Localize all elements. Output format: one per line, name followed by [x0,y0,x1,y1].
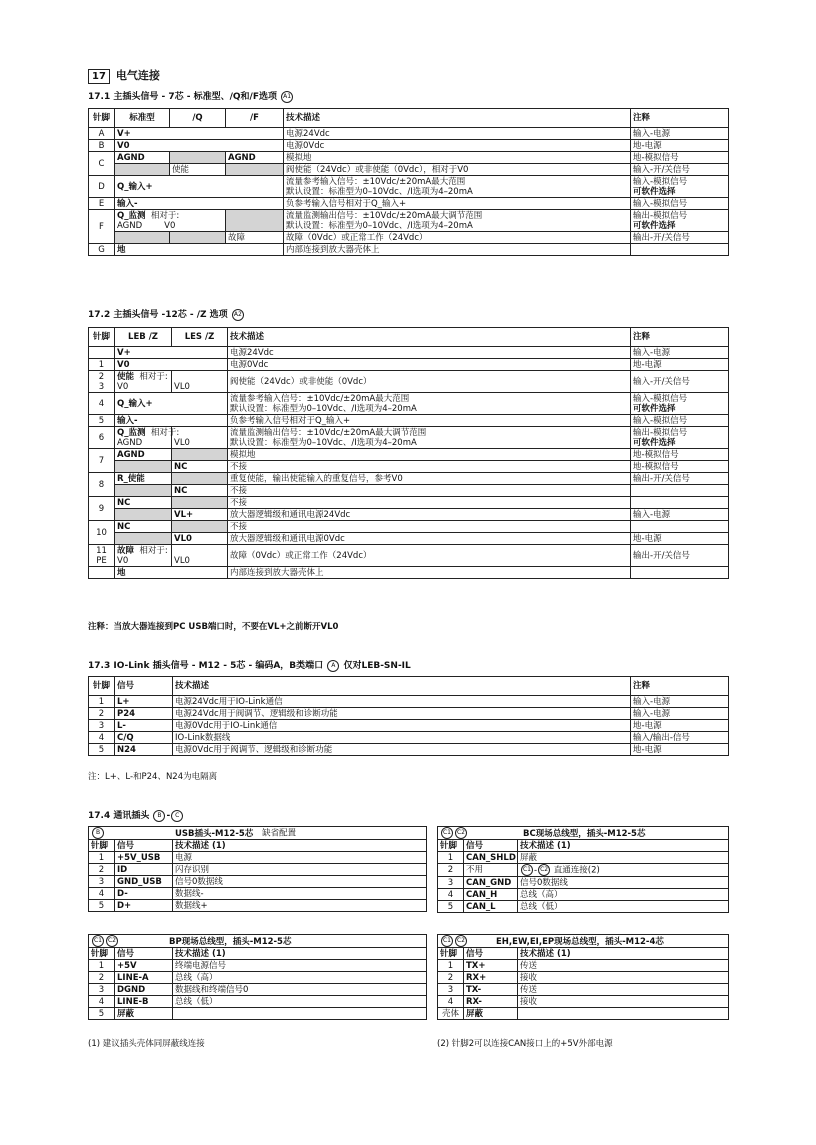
table-row: 使能 阀使能（24Vdc）或非使能（0Vdc），相对于V0 输入-开/关信号 [89,164,729,176]
table-row: 8 R_使能 重复使能，输出使能输入的重复信号，参考V0 输出-开/关信号 [89,473,729,485]
table-row: 2 3 使能 相对于: V0 VL0 阀使能（24Vdc）或非使能（0Vdc） 输入-开/关信号 [89,371,729,393]
table-row: 4 LINE-B 总线（低） [89,996,427,1008]
badge-c2-icon: C2 [455,827,467,839]
table-row: 1 +5V 终端电源信号 [89,960,427,972]
table-row: 2 ID 闪存识别 [89,864,427,876]
table-header: 针脚 信号 技术描述 (1) [89,840,427,852]
table-17-3 [88,676,729,756]
table-eh [437,934,729,1020]
table-row: 3 CAN_GND 信号0数据线 [438,877,729,889]
table-row: 5 CAN_L 总线（低） [438,901,729,913]
table-row: 5 N24 电源0Vdc用于阀调节、逻辑级和诊断功能 地-电源 [89,744,729,756]
table-row: 5 输入- 负参考输入信号相对于Q_输入+ 输入-模拟信号 [89,415,729,427]
badge-a1: A1 [281,91,293,103]
table-caption: C1 C2 BC现场总线型，插头-M12-5芯 [438,827,729,840]
badge-b-icon: B [92,827,104,839]
badge-c1-icon: C1 [441,935,453,947]
table-row: 9 NC 不接 [89,497,729,509]
table-header: 针脚 信号 技术描述 注释 [89,677,729,696]
table-row: 5 屏蔽 [89,1008,427,1020]
page-title [88,67,160,84]
badge-b: B [153,810,165,822]
table-row: 5 D+ 数据线+ [89,900,427,912]
table-bp [88,934,427,1020]
section-17-2-title: 17.2 主插头信号 -12芯 - /Z 选项 A2 [88,307,245,321]
table-caption: C1 C2 BP现场总线型，插头-M12-5芯 [89,935,427,948]
section-17-3-title: 17.3 IO-Link 插头信号 - M12 - 5芯 - 编码A，B类端口 A 仅对LEB-SN-IL [88,661,411,671]
table-row: 3 TX- 传送 [438,984,729,996]
section-17-4-title: 17.4 通讯插头 B - C [88,808,184,822]
table-row: 2 P24 电源24Vdc用于阀调节、逻辑级和诊断功能 输入-电源 [89,708,729,720]
table-row: 1 CAN_SHLD 屏蔽 [438,852,729,864]
table-row: V+ 电源24Vdc 输入-电源 [89,347,729,359]
table-row: 2 LINE-A 总线（高） [89,972,427,984]
table-row: VL0 放大器逻辑级和通讯电源0Vdc 地-电源 [89,533,729,545]
footnote-1: (1) 建议插头壳体同屏蔽线连接 [88,1039,205,1049]
table-row: 7 AGND 模拟地 地-模拟信号 [89,449,729,461]
badge-a: A [327,660,339,672]
badge-a2: A2 [232,309,244,321]
table-row: 2 RX+ 接收 [438,972,729,984]
badge-c1-icon: C1 [441,827,453,839]
table-17-2 [88,327,729,579]
table-17-1 [88,108,729,256]
table-row: NC 不接 [89,485,729,497]
table-row: 10 NC 不接 [89,521,729,533]
table-row: 壳体 屏蔽 [438,1008,729,1020]
table-row: 1 V0 电源0Vdc 地-电源 [89,359,729,371]
section-17-1-title: 17.1 主插头信号 - 7芯 - 标准型、/Q和/F选项 A1 [88,89,294,103]
table-row: 4 CAN_H 总线（高） [438,889,729,901]
badge-c2-icon: C2 [455,935,467,947]
table-caption: C1 C2 EH,EW,EI,EP现场总线型，插头-M12-4芯 [438,935,729,948]
table-row: 6 Q_监测 相对于: AGND VL0 流量监测输出信号：±10Vdc/±20mA最大调节范围 默认设置：标准型为0–10Vdc、/I选项为4–20mA 输出-模拟信号 可软件选择 [89,427,729,449]
table-row: F Q_监测 相对于: AGND V0 流量监测输出信号：±10Vdc/±20mA最大调节范围 默认设置：标准型为0–10Vdc、/I选项为4–20mA 输出-模拟信号 可软件选择 [89,210,729,232]
table-row: G 地 内部连接到放大器壳体上 [89,244,729,256]
table-row: 11 PE 故障 相对于: V0 VL0 故障（0Vdc）或正常工作（24Vdc） 输出-开/关信号 [89,545,729,567]
table-row: 3 L- 电源0Vdc用于IO-Link通信 地-电源 [89,720,729,732]
table-row: 3 GND_USB 信号0数据线 [89,876,427,888]
table-row: 3 DGND 数据线和终端信号0 [89,984,427,996]
table-bc [437,826,729,913]
table-row: 故障 故障（0Vdc）或正常工作（24Vdc） 输出-开/关信号 [89,232,729,244]
table-row: B V0 电源0Vdc 地-电源 [89,140,729,152]
table-header: 针脚 信号 技术描述 (1) [89,948,427,960]
badge-c1-icon: C1 [92,935,104,947]
table-row: A V+ 电源24Vdc 输入-电源 [89,128,729,140]
footnote-17-3: 注：L+、L-和P24、N24为电隔离 [88,772,218,782]
table-row: 4 Q_输入+ 流量参考输入信号：±10Vdc/±20mA最大范围 默认设置：标准型为0–10Vdc、/I选项为4–20mA 输入-模拟信号 可软件选择 [89,393,729,415]
table-header: 针脚 信号 技术描述 (1) [438,840,729,852]
table-row: 1 L+ 电源24Vdc用于IO-Link通信 输入-电源 [89,696,729,708]
table-row: 1 +5V_USB 电源 [89,852,427,864]
table-header: 针脚 信号 技术描述 (1) [438,948,729,960]
badge-c: C [171,810,183,822]
table-caption: B USB插头-M12-5芯 缺省配置 [89,827,427,840]
table-row: NC 不接 地-模拟信号 [89,461,729,473]
table-row: D Q_输入+ 流量参考输入信号：±10Vdc/±20mA最大范围 默认设置：标准型为0–10Vdc、/I选项为4–20mA 输入-模拟信号 可软件选择 [89,176,729,198]
table-header: 针脚 标准型 /Q /F 技术描述 注释 [89,109,729,128]
section-title: 电气连接 [115,69,160,82]
table-row: VL+ 放大器逻辑级和通讯电源24Vdc 输入-电源 [89,509,729,521]
table-header: 针脚 LEB /Z LES /Z 技术描述 注释 [89,328,729,347]
table-row: E 输入- 负参考输入信号相对于Q_输入+ 输入-模拟信号 [89,198,729,210]
table-row: 4 C/Q IO-Link数据线 输入/输出-信号 [89,732,729,744]
table-row: C AGND AGND 模拟地 地-模拟信号 [89,152,729,164]
table-row: 4 RX- 接收 [438,996,729,1008]
table-row: 4 D- 数据线- [89,888,427,900]
badge-c2-icon: C2 [106,935,118,947]
table-row: 地 内部连接到放大器壳体上 [89,567,729,579]
footnote-17-2: 注释：当放大器连接到PC USB端口时，不要在VL+之前断开VL0 [88,622,339,632]
table-row: 1 TX+ 传送 [438,960,729,972]
footnote-2: (2) 针脚2可以连接CAN接口上的+5V外部电源 [437,1039,613,1049]
section-number: 17 [88,69,110,84]
table-usb [88,826,427,912]
table-row: 2 不用 C1 - C2 直通连接(2) [438,864,729,877]
